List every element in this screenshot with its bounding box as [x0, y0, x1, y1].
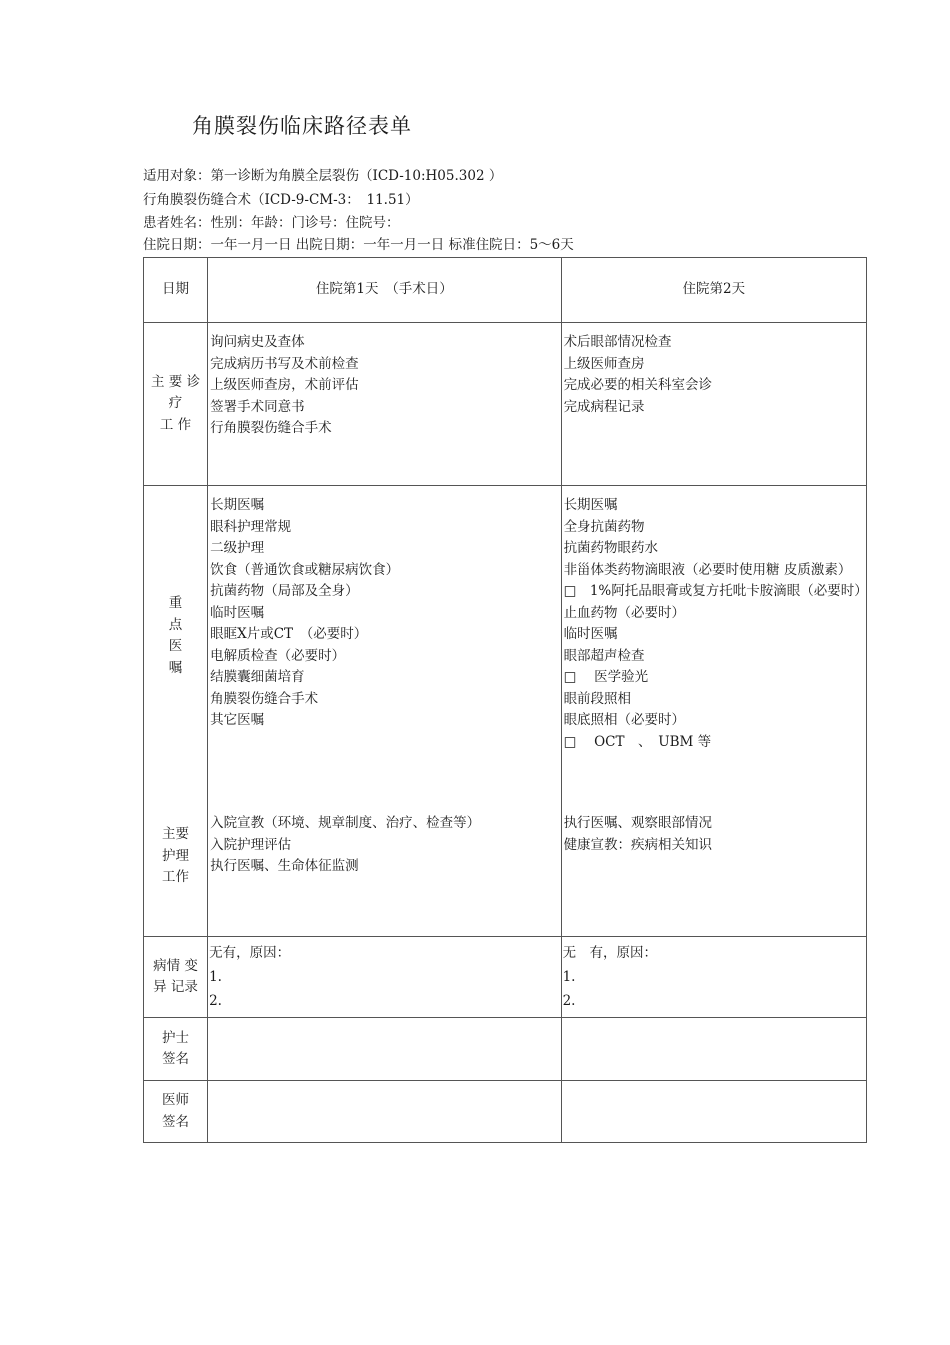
main-work-day1: [208, 323, 561, 486]
cell-line: 非甾体类药物滴眼液（必要时使用糖 皮质激素）: [563, 561, 852, 578]
cell-line: 其它医嘱: [210, 712, 265, 728]
doctor-sign-label: [144, 1081, 208, 1143]
cell-line: □ 1%阿托品眼膏或复方托吡卡胺滴眼（必要时）: [563, 583, 868, 599]
doctor-sign-day1[interactable]: [208, 1081, 561, 1143]
procedure-code: 行角膜裂伤缝合术（ICD-9-CM-3： 11.51）: [143, 192, 419, 208]
cell-line: 病情 变: [153, 957, 198, 974]
cell-line: □ 医学验光: [563, 669, 649, 685]
doctor-sign-day2[interactable]: [561, 1081, 866, 1143]
nursing-day1: [208, 813, 560, 878]
variance-day1: [208, 937, 561, 1018]
date-header: 日期: [144, 258, 208, 323]
nursing-label: [144, 786, 207, 889]
cell-line: 长期医嘱: [210, 497, 265, 513]
cell-line: 电解质检查（必要时）: [210, 647, 346, 664]
cell-line: 二级护理: [210, 540, 265, 556]
hospitalization-dates: 住院日期：一年一月一日 出院日期：一年一月一日 标准住院日：5〜6天: [143, 237, 574, 253]
applicable-object: 适用对象：第一诊断为角膜全层裂伤（ICD-10:H05.302 ）: [143, 168, 503, 184]
cell-line: 无有，原因：: [209, 945, 291, 961]
cell-line: 止血药物（必要时）: [563, 604, 686, 621]
cell-line: 重: [168, 595, 183, 611]
cell-line: 抗菌药物眼药水: [563, 540, 659, 556]
cell-line: 抗菌药物（局部及全身）: [210, 583, 359, 599]
page-title: 角膜裂伤临床路径表单: [192, 114, 412, 138]
cell-line: 医师: [162, 1092, 190, 1108]
cell-line: 术后眼部情况检查: [563, 334, 672, 350]
cell-line: 行角膜裂伤缝合手术: [210, 420, 332, 436]
nurse-sign-day2[interactable]: [561, 1018, 866, 1081]
cell-line: 长期医嘱: [563, 497, 618, 513]
main-work-label: [144, 323, 208, 486]
cell-line: 疗: [168, 395, 183, 412]
nurse-sign-day1[interactable]: [208, 1018, 561, 1081]
cell-line: 签名: [162, 1113, 190, 1130]
cell-line: 2.: [209, 993, 222, 1009]
variance-day2: [561, 937, 866, 1018]
cell-line: 入院宣教（环境、规章制度、治疗、检查等）: [210, 815, 481, 831]
cell-line: 异 记录: [153, 979, 198, 995]
cell-line: 健康宣教：疾病相关知识: [563, 836, 713, 853]
cell-line: 全身抗菌药物: [563, 518, 645, 535]
cell-line: 完成病程记录: [563, 398, 645, 415]
orders-day1: [208, 486, 560, 813]
main-work-day2: [561, 323, 866, 486]
cell-line: 签名: [162, 1051, 190, 1067]
cell-line: 询问病史及查体: [210, 334, 305, 350]
variance-row: [144, 937, 867, 1018]
cell-line: 护理: [162, 847, 190, 864]
cell-line: 主 要 诊: [150, 373, 201, 390]
cell-line: 执行医嘱、生命体征监测: [210, 858, 359, 874]
cell-line: 眼前段照相: [563, 690, 632, 707]
cell-line: 签署手术同意书: [210, 398, 305, 415]
header-row: [144, 258, 867, 323]
patient-info: 患者姓名：性别：年龄：门诊号：住院号：: [143, 215, 400, 231]
nurse-sign-row: [144, 1018, 867, 1081]
cell-line: 饮食（普通饮食或糖尿病饮食）: [210, 561, 400, 578]
cell-line: 眼眶X片或CT （必要时）: [210, 626, 368, 642]
cell-line: 执行医嘱、观察眼部情况: [563, 815, 713, 831]
doctor-sign-row: [144, 1081, 867, 1143]
cell-line: 医: [168, 638, 183, 654]
cell-line: 眼部超声检查: [563, 647, 645, 664]
cell-line: 工 作: [159, 416, 192, 433]
clinical-pathway-table: [143, 257, 867, 1143]
nurse-sign-label: [144, 1018, 208, 1081]
cell-line: 完成病历书写及术前检查: [210, 355, 359, 372]
cell-line: 护士: [162, 1029, 190, 1046]
main-work-row: [144, 323, 867, 486]
cell-line: 眼科护理常规: [210, 518, 292, 535]
cell-line: 入院护理评估: [210, 836, 292, 853]
cell-line: 临时医嘱: [563, 626, 618, 642]
cell-line: 上级医师查房，术前评估: [210, 377, 359, 393]
day2-header: 住院第2天: [561, 258, 866, 323]
cell-line: □ OCT 、 UBM 等: [563, 733, 712, 750]
orders-nursing-label: [144, 486, 208, 937]
cell-line: 结膜囊细菌培育: [210, 669, 305, 685]
cell-line: 主要: [162, 826, 190, 842]
orders-nursing-day2: [561, 486, 866, 937]
cell-line: 无 有，原因：: [562, 945, 658, 961]
orders-nursing-row: [144, 486, 867, 937]
nursing-day2: [562, 813, 866, 856]
cell-line: 1.: [562, 969, 576, 985]
cell-line: 嘱: [168, 659, 183, 676]
cell-line: 上级医师查房: [563, 355, 645, 372]
cell-line: 完成必要的相关科室会诊: [563, 377, 713, 393]
cell-line: 1.: [209, 969, 222, 985]
cell-line: 工作: [162, 869, 190, 885]
day1-header: 住院第1天 （手术日）: [208, 258, 561, 323]
cell-line: 眼底照相（必要时）: [563, 712, 686, 728]
cell-line: 角膜裂伤缝合手术: [210, 690, 319, 707]
variance-label: [144, 937, 208, 1018]
orders-nursing-day1: [208, 486, 561, 937]
orders-label: [144, 486, 207, 786]
cell-line: 临时医嘱: [210, 604, 265, 621]
orders-day2: [562, 486, 866, 813]
cell-line: 2.: [562, 993, 576, 1009]
cell-line: 点: [168, 616, 183, 633]
